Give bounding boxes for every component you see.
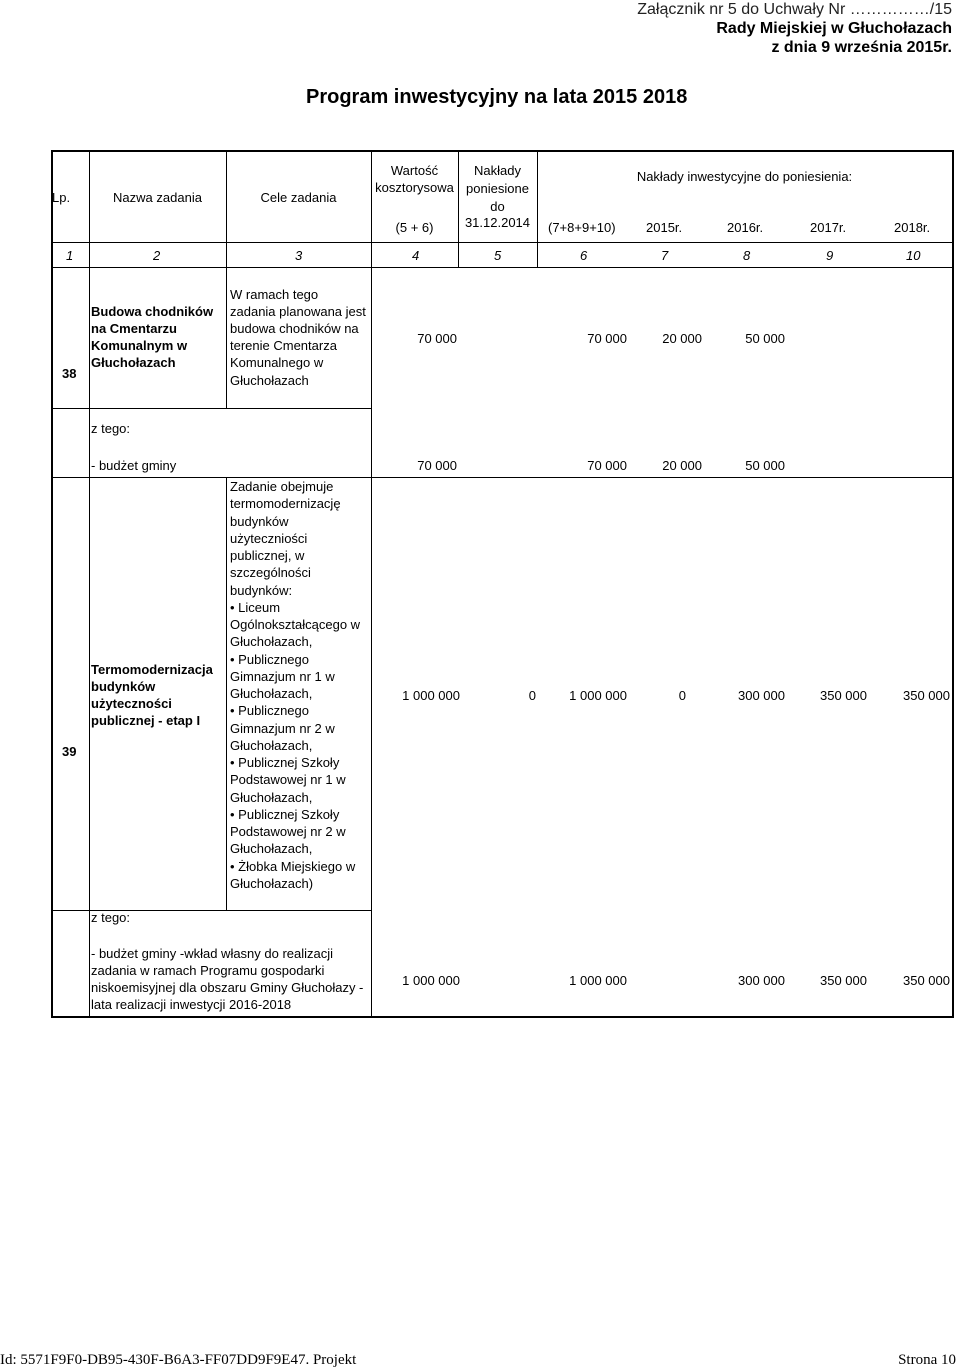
row38-goals-line: zadania planowana jest <box>230 304 366 319</box>
header-2015: 2015r. <box>646 220 683 235</box>
row39-goals-line: • Liceum <box>230 599 281 615</box>
colnum-10: 10 <box>906 248 921 263</box>
row39-value: 1 000 000 <box>402 688 460 703</box>
row38-2015: 20 000 <box>662 331 702 346</box>
row39-2016: 300 000 <box>738 688 785 703</box>
row39-goals-line: termomodernizację <box>230 496 341 512</box>
row39-goals-line: Głuchołazach) <box>230 875 314 891</box>
row38-sub-planned-sum: 70 000 <box>587 458 627 473</box>
row38-planned-sum: 70 000 <box>587 331 627 346</box>
row38-2016: 50 000 <box>745 331 785 346</box>
colnum-1: 1 <box>66 248 74 263</box>
row38-goals-line: Głuchołazach <box>230 373 309 388</box>
header-2017: 2017r. <box>810 220 847 235</box>
date-line: z dnia 9 września 2015r. <box>771 39 952 56</box>
row38-name-line: Komunalnym w <box>91 338 188 353</box>
row39-sub-label-line: zadania w ramach Programu gospodarki <box>91 963 325 978</box>
row39-goals-line: • Publicznej Szkoły <box>230 806 340 822</box>
row38-goals-line: W ramach tego <box>230 287 319 302</box>
row39-sub-2017: 350 000 <box>820 973 867 988</box>
row39-name-line: publicznej - etap I <box>91 713 201 728</box>
row39-goals-line: Ogólnokształcącego w <box>230 617 361 632</box>
header-name: Nazwa zadania <box>113 190 202 205</box>
row39-spent: 0 <box>528 688 536 703</box>
row39-goals-line: Głuchołazach, <box>230 789 313 805</box>
document-id: Id: 5571F9F0-DB95-430F-B6A3-FF07DD9F9E47. Projekt <box>0 1352 357 1368</box>
row39-goals-line: użyteczniości <box>230 530 308 546</box>
row39-goals-line: Głuchołazach, <box>230 841 313 857</box>
row39-goals-line: • Publicznego <box>230 703 309 719</box>
row39-goals-line: publicznej, w <box>230 548 305 563</box>
colnum-4: 4 <box>412 248 420 263</box>
header-lp: Lp. <box>52 190 71 205</box>
row39-2015: 0 <box>678 688 686 703</box>
row39-goals-line: Podstawowej nr 2 w <box>230 824 346 839</box>
row39-goals-line: Gimnazjum nr 1 w <box>230 668 335 684</box>
colnum-9: 9 <box>826 248 834 263</box>
row39-goals-line: szczególności <box>230 565 311 581</box>
row39-goals-line: budynków: <box>230 582 293 598</box>
row38-goals-line: Komunalnego w <box>230 355 324 370</box>
row39-2018: 350 000 <box>903 688 950 703</box>
row39-goals-line: • Żłobka Miejskiego w <box>230 858 356 874</box>
row38-sub-label: - budżet gminy <box>91 458 177 473</box>
row39-goals-line: Głuchołazach, <box>230 634 313 650</box>
header-planned: Nakłady inwestycyjne do poniesienia: <box>636 169 853 184</box>
header-2016: 2016r. <box>727 220 764 235</box>
page-title: Program inwestycyjny na lata 2015 2018 <box>306 86 688 108</box>
colnum-7: 7 <box>661 248 669 263</box>
row39-goals-line: budynków <box>230 513 289 529</box>
row39-name-line: użyteczności <box>91 696 172 711</box>
header-value-2: kosztorysowa <box>375 180 454 195</box>
council-line: Rady Miejskiej w Głuchołazach <box>716 20 952 37</box>
row38-ztego: z tego: <box>91 421 131 436</box>
colnum-5: 5 <box>494 248 502 263</box>
row38-sub-2015: 20 000 <box>662 458 702 473</box>
row39-name-line: Termomodernizacja <box>91 662 213 677</box>
row39-ztego: z tego: <box>91 910 131 925</box>
row39-sub-2018: 350 000 <box>903 973 950 988</box>
header-goals: Cele zadania <box>260 190 337 205</box>
row39-goals-line: Gimnazjum nr 2 w <box>230 720 335 736</box>
row38-name-line: na Cmentarzu <box>91 321 177 336</box>
attachment-line: Załącznik nr 5 do Uchwały Nr ……………/15 <box>637 1 952 18</box>
row39-lp: 39 <box>62 744 77 759</box>
row38-sub-value: 70 000 <box>417 458 457 473</box>
row39-sub-label-line: lata realizacji inwestycji 2016-2018 <box>91 997 292 1012</box>
header-value-1: Wartość <box>390 163 439 178</box>
row38-goals-line: terenie Cmentarza <box>230 338 337 353</box>
header-value-3: (5 + 6) <box>395 220 434 235</box>
row39-goals-line: • Publicznego <box>230 651 309 667</box>
colnum-8: 8 <box>743 248 751 263</box>
row38-name-line: Głuchołazach <box>91 355 176 370</box>
row39-sub-2016: 300 000 <box>738 973 785 988</box>
header-spent-4: 31.12.2014 <box>464 215 531 230</box>
row38-sub-2016: 50 000 <box>745 458 785 473</box>
row39-sub-planned-sum: 1 000 000 <box>569 973 627 988</box>
row39-goals-line: Głuchołazach, <box>230 737 313 753</box>
row38-goals-line: budowa chodników na <box>230 321 359 336</box>
row39-goals-line: Zadanie obejmuje <box>230 479 334 494</box>
row39-sub-label-line: niskoemisyjnej dla obszaru Gminy Głuchołazy - <box>91 980 364 995</box>
row39-goals-line: • Publicznej Szkoły <box>230 755 340 770</box>
colnum-6: 6 <box>580 248 588 263</box>
row38-value: 70 000 <box>417 331 457 346</box>
row39-sub-value: 1 000 000 <box>402 973 460 988</box>
colnum-2: 2 <box>153 248 161 263</box>
header-2018: 2018r. <box>894 220 931 235</box>
page-number: Strona 10 <box>898 1352 956 1368</box>
row39-sub-label-line: - budżet gminy -wkład własny do realizacji <box>91 946 334 961</box>
row38-lp: 38 <box>62 366 77 381</box>
header-planned-sum: (7+8+9+10) <box>548 220 616 235</box>
header-spent-3: do <box>490 199 505 214</box>
row39-2017: 350 000 <box>820 688 867 703</box>
colnum-3: 3 <box>295 248 303 263</box>
header-spent-1: Nakłady <box>474 163 521 178</box>
document-header <box>637 0 952 57</box>
row39-name-line: budynków <box>91 679 156 694</box>
row38-name-line: Budowa chodników <box>91 304 214 319</box>
row39-goals-line: Podstawowej nr 1 w <box>230 772 346 788</box>
row39-goals-line: Głuchołazach, <box>230 686 313 701</box>
row39-planned-sum: 1 000 000 <box>569 688 627 703</box>
header-spent-2: poniesione <box>466 181 529 196</box>
